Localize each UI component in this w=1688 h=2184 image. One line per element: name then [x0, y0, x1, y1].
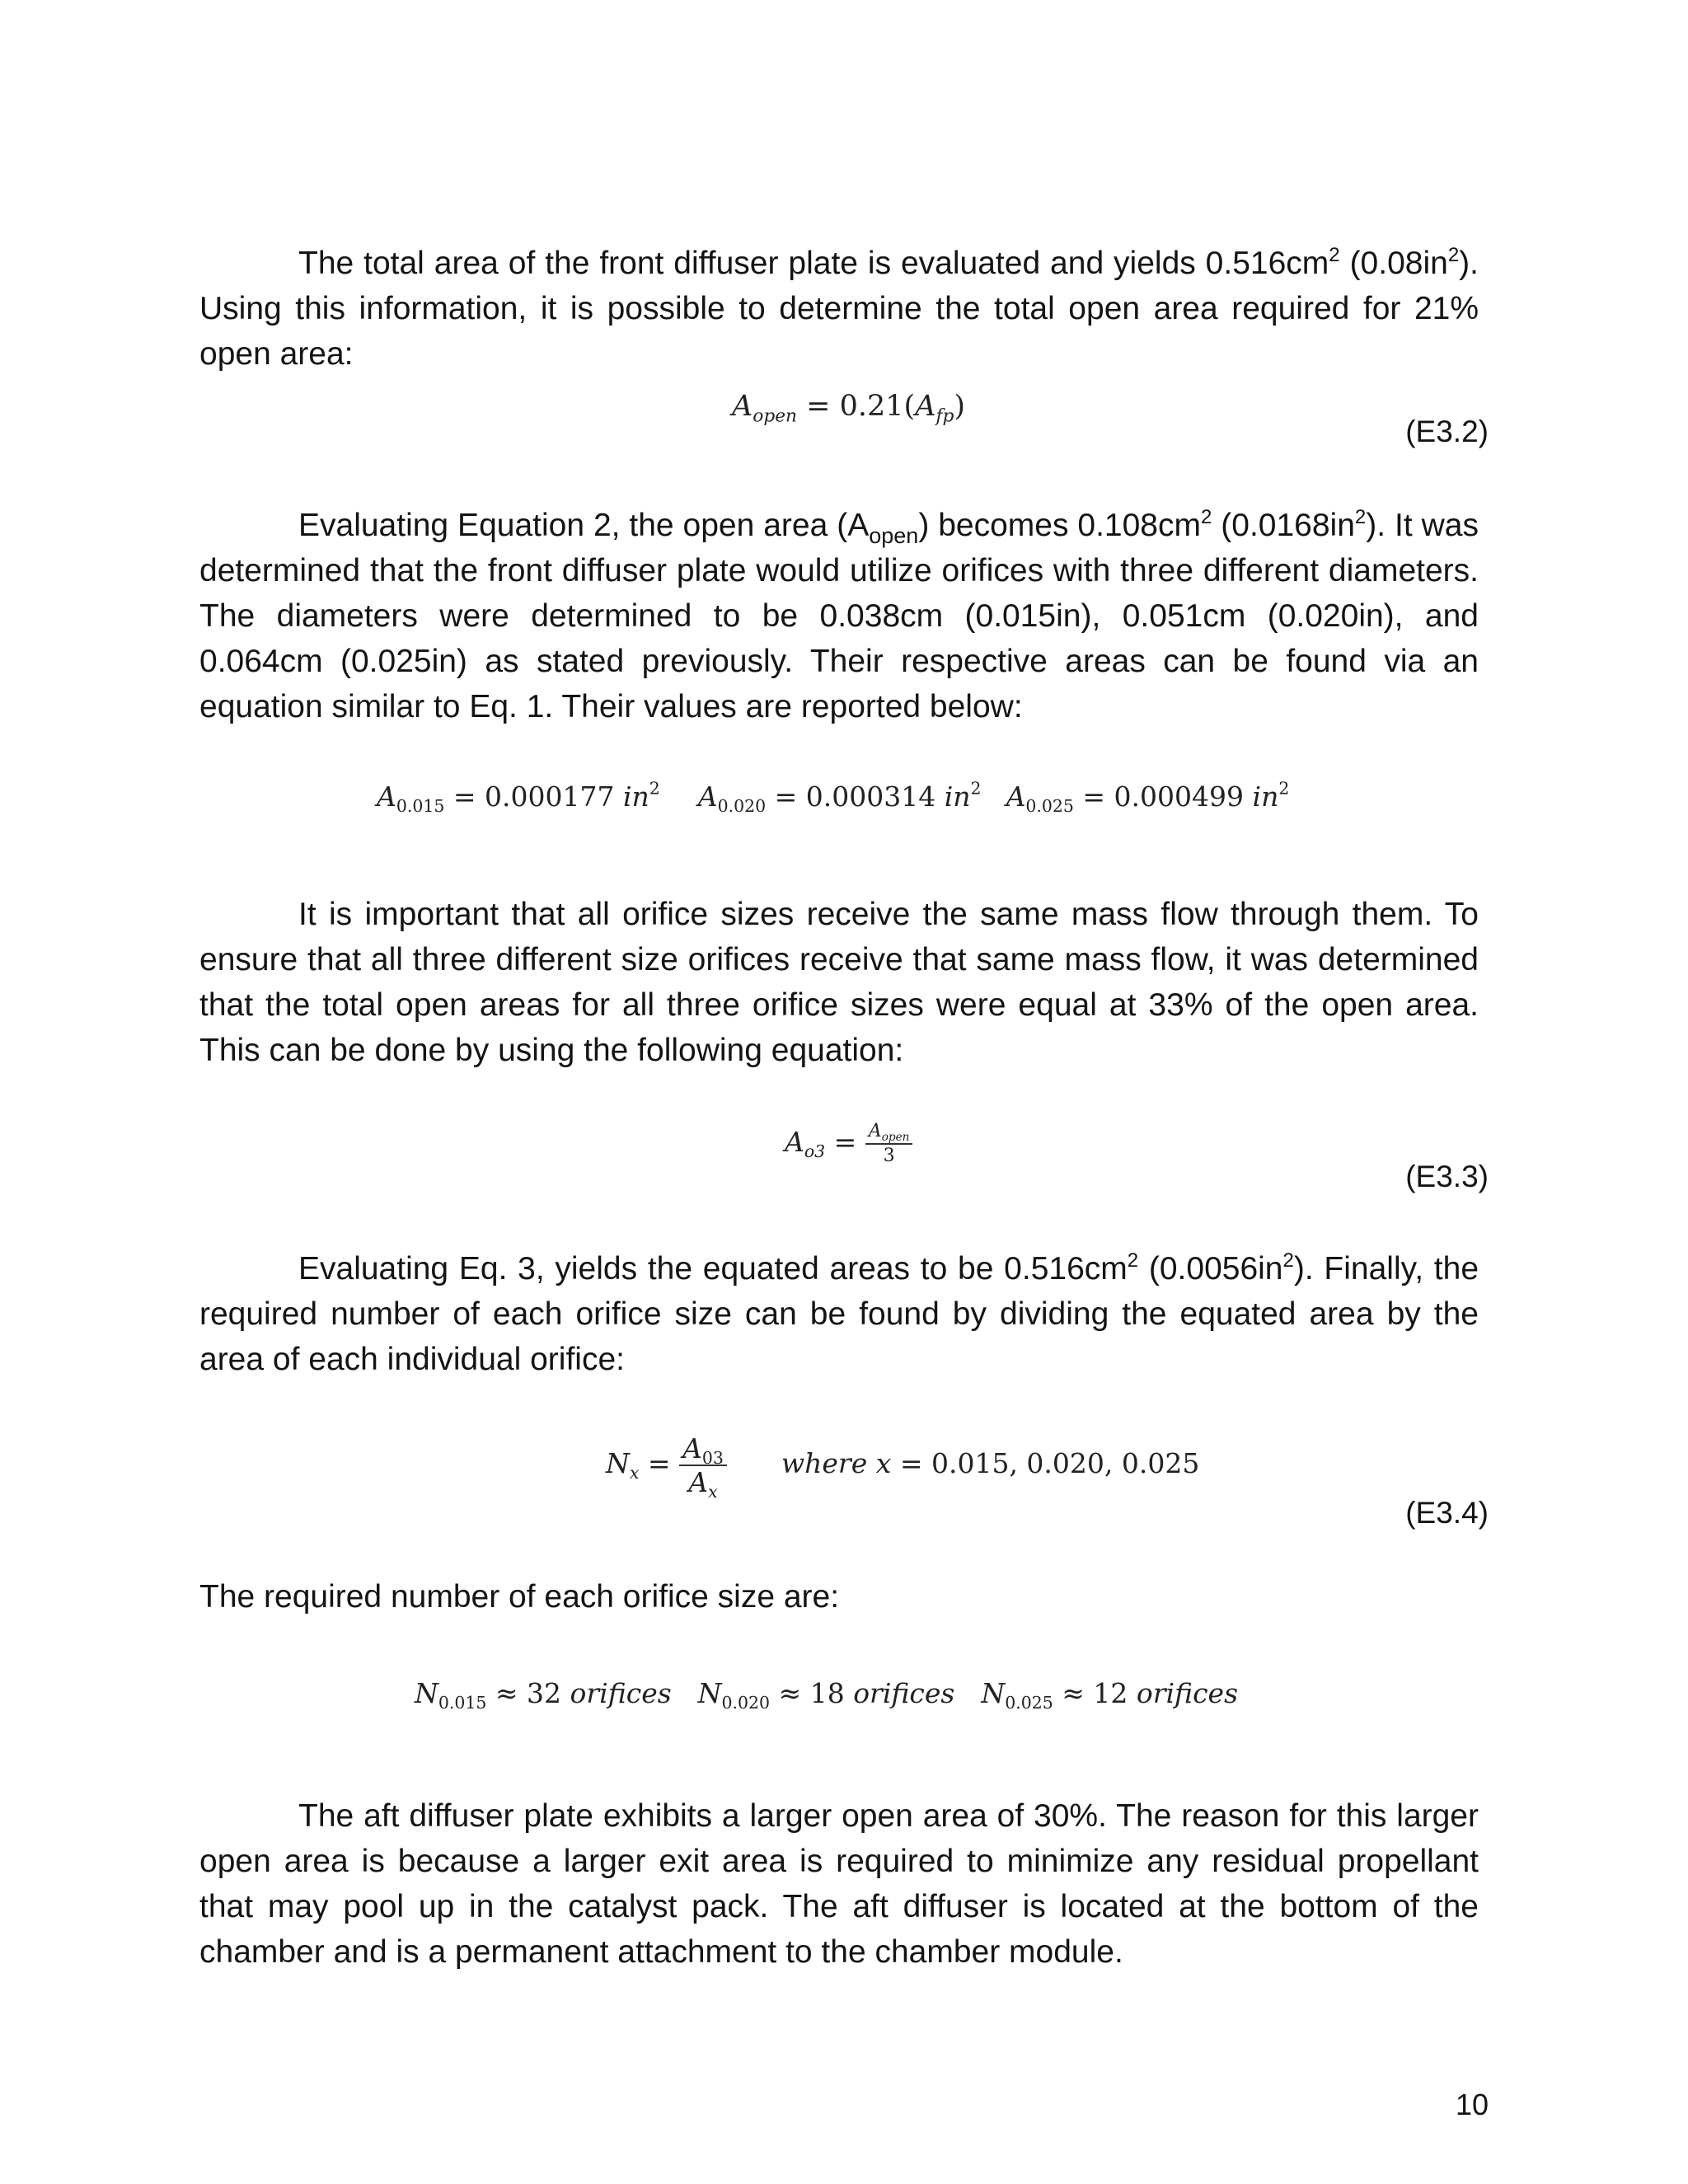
eq-subscript: open [753, 405, 798, 427]
eq-symbol: A [915, 390, 936, 423]
paragraph-required-number [199, 1574, 1479, 1619]
eq-operator: ) [954, 390, 966, 423]
text-run: ) becomes 0.108cm [918, 508, 1201, 543]
paragraph-equated-areas [199, 1246, 1479, 1382]
equation-orifice-counts [415, 1677, 1239, 1713]
equation-equated-area [785, 1122, 912, 1165]
text-run: ). Finally, the required number of each orifice size can be found by dividing the equated area by the area of each individual orifice: [199, 1251, 1479, 1377]
superscript: 2 [1329, 244, 1340, 266]
eq-symbol: A [732, 390, 753, 423]
text-run: (0.08in [1339, 246, 1448, 281]
page-number: 10 [1455, 2088, 1489, 2121]
eq-operator: = 0.21( [797, 390, 916, 423]
text-run: Evaluating Equation 2, the open area (A [298, 508, 870, 543]
orifice-area-0-025: $A_{0.025} = 0.000499$ $in^2$ [1006, 778, 1290, 817]
superscript: 2 [1282, 1249, 1294, 1272]
equation-orifice-areas [377, 778, 1290, 817]
eq-operator: = [639, 1447, 680, 1479]
eq-symbol: N [606, 1447, 630, 1479]
subscript: open [869, 523, 919, 548]
paragraph-aft-diffuser [199, 1793, 1479, 1975]
equation-number-e3-4: (E3.4) [1405, 1496, 1489, 1530]
text-run: ). It was determined that the front diffuser plate would utilize orifices with three different diameters. The diameters were determined to be 0.038cm (0.015in), 0.051cm (0.020in), and 0.064cm (0.025in) as stated previously. Their respective areas can be found via an equation similar to Eq. 1. Their values are reported below: [199, 508, 1479, 724]
text-run: The total area of the front diffuser plate is evaluated and yields 0.516cm [298, 246, 1329, 281]
eq-subscript: x [629, 1463, 640, 1483]
text-run: ). Using this information, it is possible to determine the total open area required for 21% open area: [199, 246, 1479, 372]
text-run: The aft diffuser plate exhibits a larger open area of 30%. The reason for this larger open area is because a larger exit area is required to minimize any residual propellant that may pool up in the catalyst pack. The aft diffuser is located at the bottom of the chamber and is a permanent attachment to the chamber module. [199, 1798, 1479, 1970]
superscript: 2 [1127, 1249, 1139, 1272]
orifice-count-0-020: $N_{0.020} \approx 18$ orifices [697, 1677, 955, 1713]
superscript: 2 [1447, 244, 1460, 266]
eq-subscript: fp [935, 405, 954, 427]
eq-symbol: A [785, 1126, 804, 1158]
equation-orifice-count [606, 1432, 1200, 1502]
superscript: 2 [1354, 506, 1367, 528]
text-run: The required number of each orifice size are: [199, 1579, 840, 1615]
paragraph-mass-flow [199, 892, 1479, 1073]
text-run: Evaluating Eq. 3, yields the equated areas to be 0.516cm [298, 1251, 1128, 1286]
orifice-area-0-015: $A_{0.015} = 0.000177$ $in^2$ [377, 778, 660, 817]
eq-subscript: o3 [804, 1141, 826, 1162]
superscript: 2 [1201, 506, 1212, 528]
eq-where-clause: where x [781, 1447, 892, 1479]
text-run: (0.0168in [1212, 508, 1355, 543]
equation-open-area [732, 390, 966, 427]
eq-operator: = [825, 1126, 865, 1158]
text-run: (0.0056in [1138, 1251, 1283, 1286]
paragraph-front-plate-area [199, 241, 1479, 377]
orifice-area-0-020: $A_{0.020} = 0.000314$ $in^2$ [697, 778, 982, 817]
orifice-count-0-025: $N_{0.025} \approx 12$ orifices [981, 1677, 1239, 1713]
equation-number-e3-2: (E3.2) [1405, 415, 1489, 448]
eq-fraction: $\frac{A_{03}}{A_x}$ [679, 1435, 727, 1496]
equation-number-e3-3: (E3.3) [1405, 1160, 1489, 1193]
paragraph-orifice-diameters [199, 503, 1479, 729]
orifice-count-0-015: $N_{0.015} \approx 32$ orifices [415, 1677, 672, 1713]
eq-where-values: = 0.015, 0.020, 0.025 [891, 1447, 1200, 1479]
eq-fraction: $\frac{A_{open}}{3}$ [865, 1122, 913, 1165]
text-run: It is important that all orifice sizes receive the same mass flow through them. To ensure that all three different size orifices receive that same mass flow, it was determined that the total open areas for all three orifice sizes were equal at 33% of the open area. This can be done by using the following equation: [199, 897, 1479, 1068]
